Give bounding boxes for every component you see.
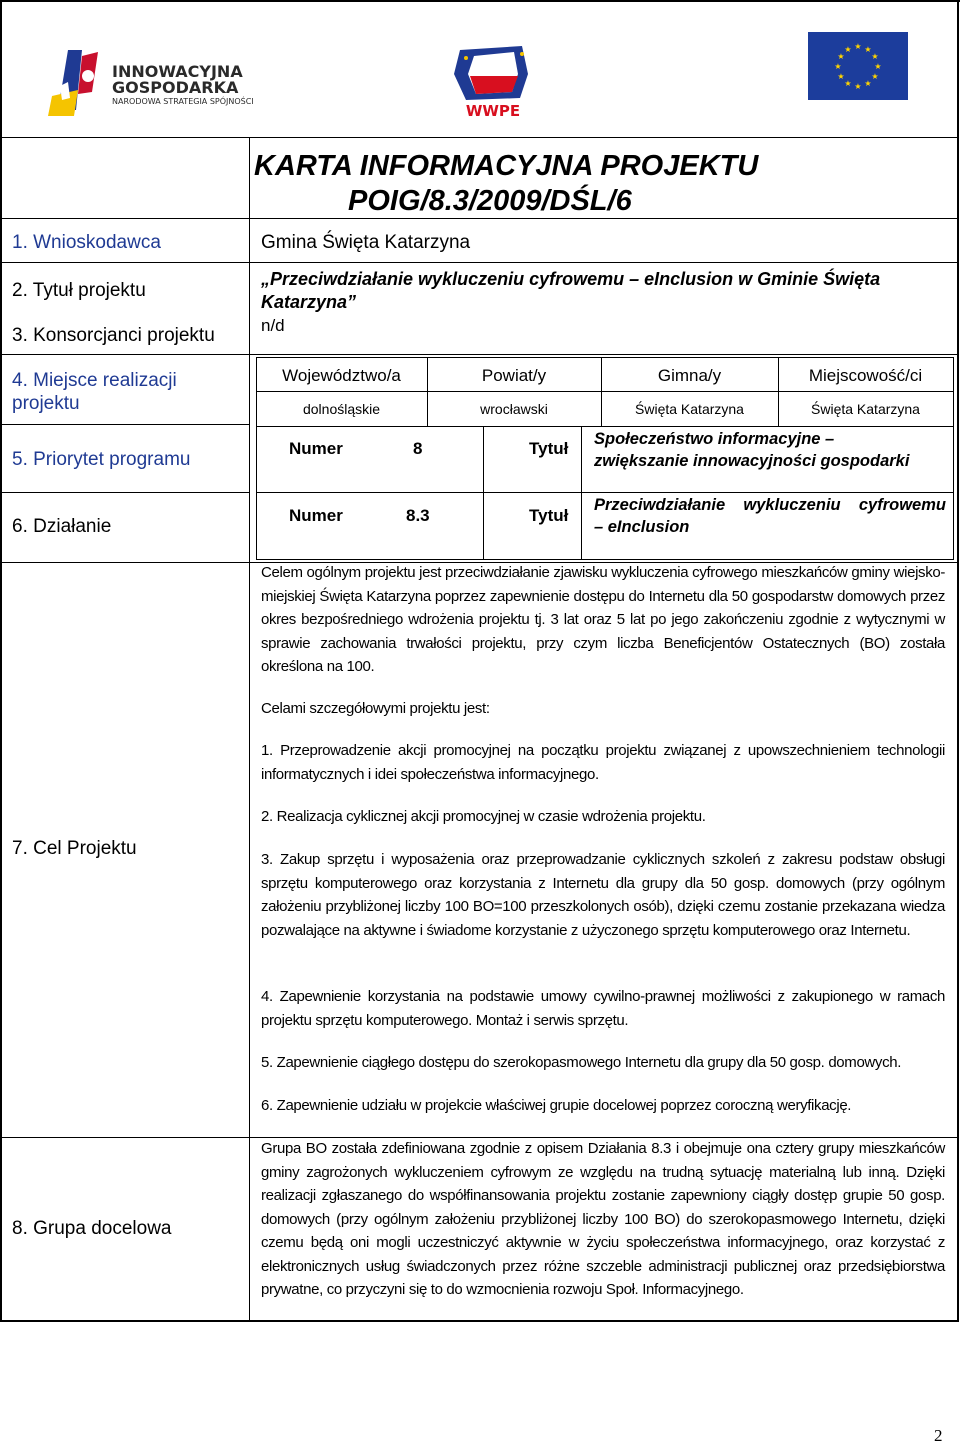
innowacyjna-gospodarka-logo: INNOWACYJNA GOSPODARKA NARODOWA STRATEGIA SPÓJNOŚCI bbox=[48, 42, 278, 122]
dzialanie-tytul: Przeciwdziałanie wykluczeniu cyfrowemu – eInclusion bbox=[594, 496, 946, 536]
cel-item-4: 4. Zapewnienie korzystania na podstawie umowy cywilno-prawnej możliwości z zakupionego w ramach projektu sprzętu komputerowego. Montaż i serwis sprzętu. bbox=[261, 988, 945, 1029]
tytul-label: 2. Tytuł projektu bbox=[12, 280, 146, 301]
cel-label: 7. Cel Projektu bbox=[12, 838, 137, 859]
miejsce-label: 4. Miejsce realizacji projektu bbox=[12, 370, 177, 414]
svg-text:★: ★ bbox=[871, 52, 879, 61]
svg-text:★: ★ bbox=[837, 52, 845, 61]
miejsce-header-miejscowosc: Miejscowość/ci bbox=[808, 366, 923, 385]
tytul-value-line2: Katarzyna” bbox=[261, 292, 357, 312]
dzialanie-tytul-label: Tytuł bbox=[529, 506, 569, 525]
konsorcjanci-label: 3. Konsorcjanci projektu bbox=[12, 325, 215, 346]
cel-item-6: 6. Zapewnienie udziału w projekcie właściwej grupie docelowej poprzez coroczną weryfikację. bbox=[261, 1097, 852, 1114]
svg-text:★: ★ bbox=[837, 72, 845, 81]
svg-text:★: ★ bbox=[844, 79, 852, 88]
konsorcjanci-value: n/d bbox=[261, 316, 285, 335]
project-code: POIG/8.3/2009/DŚL/6 bbox=[348, 185, 632, 217]
dzialanie-numer: 8.3 bbox=[406, 506, 430, 525]
priorytet-tytul: Społeczeństwo informacyjne – zwiększanie innowacyjności gospodarki bbox=[594, 430, 910, 470]
svg-text:★: ★ bbox=[864, 45, 872, 54]
grupa-label: 8. Grupa docelowa bbox=[12, 1218, 172, 1239]
priorytet-numer: 8 bbox=[413, 439, 423, 458]
cel-intro: Celem ogólnym projektu jest przeciwdziałanie zjawisku wykluczenia cyfrowego mieszkańców gminy wiejsko-miejskiej Święta Katarzyna poprzez zapewnienie dostępu do Internetu dla 50 gospodarstw domowych przez okres bezpośredniego wdrożenia projektu tj. 3 lat oraz 5 lat po jego zakończeniu zgodnie z wytycznymi w sprawie zachowania trwałości projektu, przy czym liczba Beneficjentów Ostatecznych (BO) została określona na 100. bbox=[261, 564, 945, 675]
miejsce-header-powiat: Powiat/y bbox=[481, 366, 547, 385]
svg-text:★: ★ bbox=[834, 62, 842, 71]
miejsce-value-gmina: Święta Katarzyna bbox=[635, 401, 744, 417]
svg-text:★: ★ bbox=[864, 79, 872, 88]
wnioskodawca-value: Gmina Święta Katarzyna bbox=[261, 232, 471, 253]
svg-text:★: ★ bbox=[871, 72, 879, 81]
page-number: 2 bbox=[934, 1426, 943, 1445]
cel-item-2: 2. Realizacja cyklicznej akcji promocyjnej w czasie wdrożenia projektu. bbox=[261, 808, 706, 825]
wnioskodawca-label: 1. Wnioskodawca bbox=[12, 232, 161, 253]
miejsce-header-gmina: Gimna/y bbox=[657, 366, 722, 385]
priorytet-tytul-label: Tytuł bbox=[529, 439, 569, 458]
cel-item-5: 5. Zapewnienie ciągłego dostępu do szerokopasmowego Internetu dla grupy dla 50 gosp. domowych. bbox=[261, 1054, 902, 1071]
dzialanie-numer-label: Numer bbox=[289, 506, 343, 525]
svg-text:★: ★ bbox=[854, 82, 862, 91]
eu-flag-logo bbox=[808, 32, 908, 100]
page-title: KARTA INFORMACYJNA PROJEKTU bbox=[254, 150, 759, 182]
svg-text:★: ★ bbox=[854, 42, 862, 51]
svg-text:★: ★ bbox=[844, 45, 852, 54]
miejsce-header-wojewodztwo: Województwo/a bbox=[282, 366, 401, 385]
priorytet-label: 5. Priorytet programu bbox=[12, 449, 191, 470]
grupa-text: Grupa BO została zdefiniowana zgodnie z opisem Działania 8.3 i obejmuje ona cztery grupy mieszkańców gminy zagrożonych wykluczeniem cyfrowym ze względu na trudną sytuację materialną lub inną. Dzięki realizacji zgłaszanego do współfinansowania projektu zostanie zapewniony ciągły dostęp grupie 50 gosp. domowych (przy ogólnym założeniu przybliżonej liczby 100 BO) do szerokopasmowego Internetu, dzięki czemu będą oni mogli uczestniczyć aktywnie w życiu społeczeństwa informacyjnego, oraz korzystać z elektronicznych usług świadczonych przez różne szczeble administracji publicznej oraz przedsiębiorstwa prywatne, co przyczyni się to do wzmocnienia rozwoju Społ. Informacyjnego. bbox=[261, 1140, 945, 1298]
miejsce-value-miejscowosc: Święta Katarzyna bbox=[811, 401, 920, 417]
miejsce-value-wojewodztwo: dolnośląskie bbox=[302, 401, 381, 417]
tytul-value-line1: „Przeciwdziałanie wykluczeniu cyfrowemu – eInclusion w Gminie Święta bbox=[261, 269, 881, 289]
svg-text:★: ★ bbox=[874, 62, 882, 71]
cel-subheading: Celami szczegółowymi projektu jest: bbox=[261, 700, 490, 717]
dzialanie-label: 6. Działanie bbox=[12, 516, 112, 537]
cel-item-1: 1. Przeprowadzenie akcji promocyjnej na początku projektu związanej z upowszechnieniem technologii informatycznych i idei społeczeństwa informacyjnego. bbox=[261, 742, 945, 783]
priorytet-numer-label: Numer bbox=[289, 439, 343, 458]
cel-item-3: 3. Zakup sprzętu i wyposażenia oraz przeprowadzanie cyklicznych szkoleń z zakresu podstaw obsługi sprzętu komputerowego oraz korzystania z Internetu dla grupy dla 50 gosp. domowych (przy ogólnym założeniu przybliżonej liczby 100 BO=100 przeszkolonych osób), dzięki czemu zostanie przekazana wiedza pozwalające na aktywne i świadome korzystanie z użyczonego sprzętu komputerowego oraz Internetu. bbox=[261, 851, 945, 939]
miejsce-value-powiat: wrocławski bbox=[480, 401, 548, 417]
wwpe-logo: WWPE bbox=[452, 44, 532, 122]
